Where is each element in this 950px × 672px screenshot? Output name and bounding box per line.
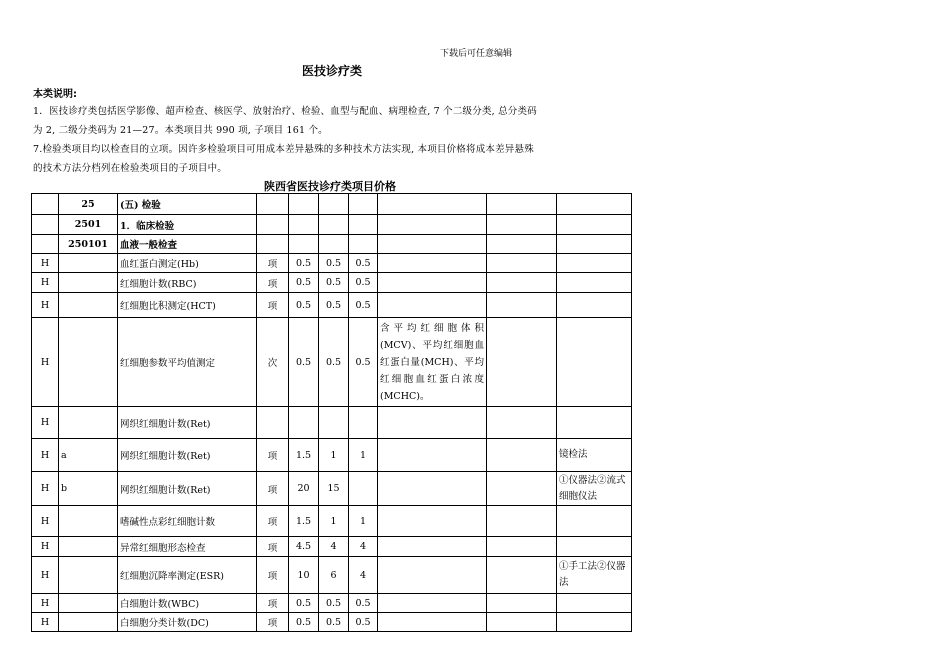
cell-method-note: ①手工法②仪器法 — [557, 557, 632, 594]
cell-price-1 — [289, 215, 319, 235]
cell-exclusion — [487, 215, 557, 235]
cell-price-1: 0.5 — [289, 613, 319, 632]
cell-price-2: 0.5 — [319, 273, 349, 293]
cell-content-note — [378, 293, 487, 318]
cell-category: H — [32, 293, 59, 318]
cell-content-note: 含平均红细胞体积(MCV)、平均红细胞血红蛋白量(MCH)、平均红细胞血红蛋白浓度(MCHC)。 — [378, 318, 487, 407]
cell-price-3: 0.5 — [349, 594, 378, 613]
cell-exclusion — [487, 439, 557, 472]
cell-code — [59, 318, 118, 407]
cell-method-note: ①仪器法②流式细胞仪法 — [557, 472, 632, 506]
cell-method-note — [557, 506, 632, 537]
cell-item-name: 红细胞比积测定(HCT) — [118, 293, 257, 318]
cell-exclusion — [487, 235, 557, 254]
cell-price-2 — [319, 235, 349, 254]
cell-price-2 — [319, 407, 349, 439]
cell-price-3: 0.5 — [349, 293, 378, 318]
cell-content-note — [378, 254, 487, 273]
cell-unit — [257, 235, 289, 254]
intro-heading: 本类说明: — [33, 89, 77, 100]
cell-category: H — [32, 613, 59, 632]
table-row — [32, 273, 632, 293]
intro-line-4: 的技术方法分档列在检验类项目的子项目中。 — [33, 163, 228, 174]
cell-unit: 项 — [257, 506, 289, 537]
cell-price-3: 0.5 — [349, 254, 378, 273]
cell-exclusion — [487, 293, 557, 318]
cell-unit: 项 — [257, 293, 289, 318]
cell-price-1: 0.5 — [289, 273, 319, 293]
document-title: 医技诊疗类 — [302, 64, 363, 78]
cell-price-2: 4 — [319, 537, 349, 557]
cell-price-2: 0.5 — [319, 318, 349, 407]
cell-price-3: 1 — [349, 506, 378, 537]
intro-line-3: 7.检验类项目均以检查目的立项。因许多检验项目可用成本差异悬殊的多种技术方法实现, 本项目价格将成本差异悬殊 — [33, 144, 534, 155]
cell-price-2 — [319, 194, 349, 215]
cell-category — [32, 215, 59, 235]
cell-item-name: 血液一般检查 — [118, 235, 257, 254]
cell-content-note — [378, 594, 487, 613]
cell-item-name: 1．临床检验 — [118, 215, 257, 235]
cell-method-note — [557, 537, 632, 557]
cell-content-note — [378, 215, 487, 235]
cell-code — [59, 613, 118, 632]
cell-method-note — [557, 254, 632, 273]
cell-item-name: 网织红细胞计数(Ret) — [118, 472, 257, 506]
cell-code — [59, 557, 118, 594]
table-row — [32, 537, 632, 557]
cell-category: H — [32, 439, 59, 472]
cell-price-1: 1.5 — [289, 506, 319, 537]
cell-code — [59, 506, 118, 537]
cell-method-note — [557, 407, 632, 439]
cell-price-1 — [289, 194, 319, 215]
table-row — [32, 439, 632, 472]
cell-price-3 — [349, 235, 378, 254]
cell-category — [32, 235, 59, 254]
table-row — [32, 557, 632, 594]
cell-price-1: 10 — [289, 557, 319, 594]
cell-price-2: 1 — [319, 506, 349, 537]
cell-price-1: 20 — [289, 472, 319, 506]
price-table — [31, 193, 632, 632]
cell-content-note — [378, 439, 487, 472]
cell-exclusion — [487, 506, 557, 537]
cell-item-name: 异常红细胞形态检查 — [118, 537, 257, 557]
table-row — [32, 215, 632, 235]
table-row — [32, 594, 632, 613]
cell-item-name: 网织红细胞计数(Ret) — [118, 439, 257, 472]
cell-method-note — [557, 235, 632, 254]
cell-code — [59, 293, 118, 318]
cell-exclusion — [487, 194, 557, 215]
table-row — [32, 472, 632, 506]
cell-price-2: 15 — [319, 472, 349, 506]
table-row — [32, 293, 632, 318]
price-table-body — [32, 194, 632, 632]
cell-content-note — [378, 194, 487, 215]
cell-unit: 项 — [257, 594, 289, 613]
cell-exclusion — [487, 273, 557, 293]
cell-price-1: 0.5 — [289, 318, 319, 407]
cell-item-name: 红细胞沉降率测定(ESR) — [118, 557, 257, 594]
cell-price-2: 6 — [319, 557, 349, 594]
cell-price-1: 0.5 — [289, 594, 319, 613]
table-row — [32, 235, 632, 254]
table-row — [32, 318, 632, 407]
cell-price-1: 4.5 — [289, 537, 319, 557]
cell-method-note — [557, 293, 632, 318]
cell-price-1: 0.5 — [289, 293, 319, 318]
cell-item-name: 嗜碱性点彩红细胞计数 — [118, 506, 257, 537]
cell-price-2: 0.5 — [319, 293, 349, 318]
cell-price-2: 0.5 — [319, 613, 349, 632]
cell-category — [32, 194, 59, 215]
table-title: 陕西省医技诊疗类项目价格 — [264, 180, 396, 193]
cell-price-3: 4 — [349, 537, 378, 557]
cell-content-note — [378, 472, 487, 506]
cell-code: 250101 — [59, 235, 118, 254]
table-row — [32, 407, 632, 439]
cell-exclusion — [487, 472, 557, 506]
cell-method-note — [557, 194, 632, 215]
cell-code: 25 — [59, 194, 118, 215]
cell-item-name: (五) 检验 — [118, 194, 257, 215]
cell-price-3 — [349, 472, 378, 506]
cell-exclusion — [487, 318, 557, 407]
intro-line-1: 1．医技诊疗类包括医学影像、超声检查、核医学、放射治疗、检验、血型与配血、病理检查, 7 个二级分类, 总分类码 — [33, 106, 537, 117]
cell-unit: 项 — [257, 472, 289, 506]
cell-price-2: 0.5 — [319, 254, 349, 273]
cell-method-note — [557, 613, 632, 632]
cell-method-note: 镜检法 — [557, 439, 632, 472]
cell-exclusion — [487, 537, 557, 557]
cell-price-3: 0.5 — [349, 613, 378, 632]
table-row — [32, 194, 632, 215]
cell-code: 2501 — [59, 215, 118, 235]
cell-unit: 项 — [257, 613, 289, 632]
cell-price-3 — [349, 215, 378, 235]
cell-price-1 — [289, 235, 319, 254]
cell-exclusion — [487, 613, 557, 632]
header-note: 下载后可任意编辑 — [440, 49, 513, 59]
cell-category: H — [32, 318, 59, 407]
cell-price-2 — [319, 215, 349, 235]
cell-price-3 — [349, 407, 378, 439]
cell-content-note — [378, 273, 487, 293]
cell-code: b — [59, 472, 118, 506]
cell-category: H — [32, 472, 59, 506]
cell-content-note — [378, 613, 487, 632]
cell-item-name: 红细胞参数平均值测定 — [118, 318, 257, 407]
cell-category: H — [32, 537, 59, 557]
cell-unit — [257, 407, 289, 439]
cell-unit — [257, 194, 289, 215]
cell-unit: 项 — [257, 254, 289, 273]
cell-code — [59, 537, 118, 557]
cell-unit: 次 — [257, 318, 289, 407]
cell-price-1 — [289, 407, 319, 439]
cell-code — [59, 594, 118, 613]
cell-price-2: 1 — [319, 439, 349, 472]
cell-method-note — [557, 273, 632, 293]
cell-price-1: 1.5 — [289, 439, 319, 472]
cell-exclusion — [487, 594, 557, 613]
cell-price-1: 0.5 — [289, 254, 319, 273]
cell-unit: 项 — [257, 537, 289, 557]
cell-method-note — [557, 318, 632, 407]
cell-category: H — [32, 407, 59, 439]
cell-code: a — [59, 439, 118, 472]
cell-exclusion — [487, 254, 557, 273]
cell-category: H — [32, 254, 59, 273]
cell-exclusion — [487, 557, 557, 594]
cell-item-name: 白细胞计数(WBC) — [118, 594, 257, 613]
cell-content-note — [378, 506, 487, 537]
cell-content-note — [378, 235, 487, 254]
cell-exclusion — [487, 407, 557, 439]
cell-category: H — [32, 594, 59, 613]
cell-item-name: 红细胞计数(RBC) — [118, 273, 257, 293]
cell-item-name: 白细胞分类计数(DC) — [118, 613, 257, 632]
cell-method-note — [557, 594, 632, 613]
cell-code — [59, 254, 118, 273]
intro-line-2: 为 2, 二级分类码为 21—27。本类项目共 990 项, 子项目 161 个。 — [33, 125, 328, 136]
cell-price-3: 0.5 — [349, 273, 378, 293]
cell-price-3: 4 — [349, 557, 378, 594]
cell-unit: 项 — [257, 273, 289, 293]
cell-content-note — [378, 557, 487, 594]
cell-price-3: 1 — [349, 439, 378, 472]
cell-category: H — [32, 273, 59, 293]
cell-item-name: 网织红细胞计数(Ret) — [118, 407, 257, 439]
cell-method-note — [557, 215, 632, 235]
table-row — [32, 506, 632, 537]
table-row — [32, 254, 632, 273]
table-row — [32, 613, 632, 632]
cell-unit: 项 — [257, 557, 289, 594]
cell-item-name: 血红蛋白测定(Hb) — [118, 254, 257, 273]
cell-price-2: 0.5 — [319, 594, 349, 613]
cell-category: H — [32, 506, 59, 537]
cell-content-note — [378, 407, 487, 439]
cell-code — [59, 407, 118, 439]
cell-unit: 项 — [257, 439, 289, 472]
cell-content-note — [378, 537, 487, 557]
cell-price-3: 0.5 — [349, 318, 378, 407]
cell-code — [59, 273, 118, 293]
cell-unit — [257, 215, 289, 235]
cell-price-3 — [349, 194, 378, 215]
cell-category: H — [32, 557, 59, 594]
